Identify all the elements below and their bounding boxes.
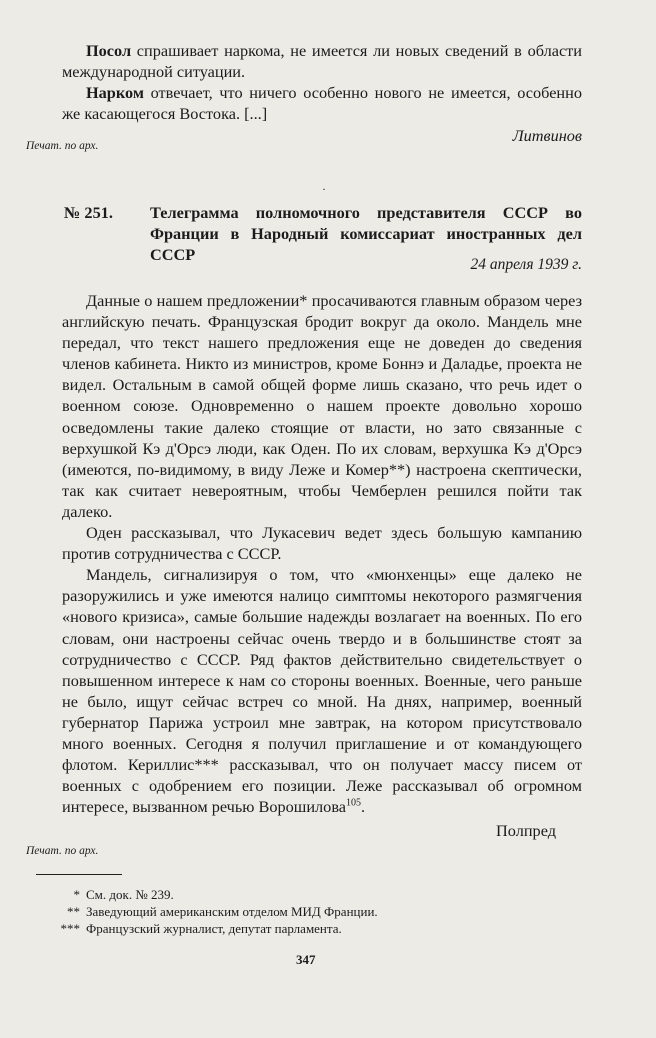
- separator-dot: ·: [322, 182, 326, 196]
- previous-document-end: [62, 40, 582, 146]
- paragraph-ambassador-question: Посол спрашивает наркома, не имеется ли новых сведений в области международной ситуации.: [62, 41, 582, 82]
- speaker-ambassador: Посол: [86, 41, 132, 60]
- paragraph-commissar-answer: Нарком отвечает, что ничего особенно нового не имеется, особенно же касающегося Востока. [...]: [62, 83, 582, 124]
- footnote-rule: [36, 874, 122, 875]
- document-date: 24 апреля 1939 г.: [470, 256, 582, 273]
- endnote-ref: 105: [346, 797, 362, 809]
- signature-polpred: Полпред: [496, 821, 556, 841]
- document-number: № 251.: [64, 203, 113, 222]
- paragraph-1: Данные о нашем предложении* просачиваются главным образом через английскую печать. Французская бродит вокруг да около. Мандель мне передал, что текст нашего предложения еще не доведен до сведения членов кабинета. Никто из министров, кроме Боннэ и Даладье, проекта не видел. Остальным в самой общей форме лишь сказано, что речь идет о военном союзе. Одновременно о нашем проекте довольно хорошо осведомлены такие далеко стоящие от власти, но зато связанные с верхушкой Кэ д'Орсэ люди, как Оден. По их словам, верхушка Кэ д'Орсэ (имеются, по-видимому, в виду Леже и Комер**) настроена скептически, так как считает невероятным, чтобы Чемберлен решился пойти так далеко.: [62, 291, 582, 521]
- print-note-top: Печат. по арх.: [26, 140, 99, 152]
- footnote: * См. док. № 239.: [73, 887, 174, 902]
- document-title: Телеграмма полномочного представителя СССР во Франции в Народный комиссариат иностранных дел СССР: [150, 203, 582, 264]
- footnote: ** Заведующий американским отделом МИД Франции.: [67, 904, 378, 919]
- document-body: [62, 290, 582, 841]
- footnotes: [36, 886, 378, 937]
- speaker-commissar: Нарком: [86, 83, 144, 103]
- paragraph-2: Оден рассказывал, что Лукасевич ведет здесь большую кампанию против сотрудничества с СССР.: [62, 523, 582, 564]
- print-note-bottom: Печат. по арх.: [26, 845, 99, 857]
- signature-litvinov: Литвинов: [512, 126, 582, 146]
- page-number: 347: [296, 952, 316, 967]
- footnote: *** Французский журналист, депутат парламента.: [60, 921, 342, 936]
- paragraph-3: Мандель, сигнализируя о том, что «мюнхенцы» еще далеко не разоружились и уже имеются налицо симптомы некоторого размягчения «нового кризиса», самые большие надежды возлагает на военных. По его словам, они настроены сейчас очень твердо и в большинстве стоят за сотрудничество с СССР. Ряд фактов действительно свидетельствует о повышенном интересе к нам со стороны военных. Военные, чего раньше не было, ищут сейчас встреч со мной. На днях, например, военный губернатор Парижа устроил мне завтрак, на котором присутствовало много военных. Сегодня я получил приглашение и от командующего флотом. Кериллис*** рассказывал, что он получает массу писем от военных с одобрением его позиции. Леже рассказывал об огромном интересе, вызванном речью Ворошилова$^{105}$.: [62, 565, 582, 817]
